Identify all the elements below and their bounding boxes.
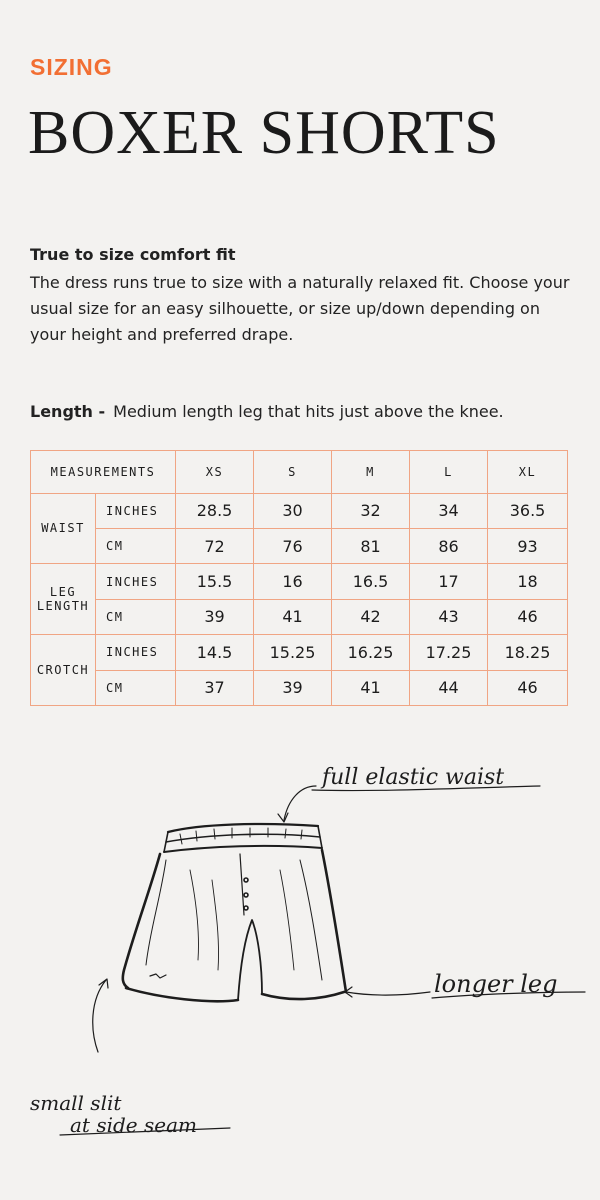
shorts-sketch <box>123 824 346 1001</box>
table-cell: 16.25 <box>332 635 410 670</box>
section-kicker: SIZING <box>30 54 113 80</box>
unit-label: INCHES <box>96 493 176 528</box>
table-cell: 16 <box>254 564 332 599</box>
table-cell: 36.5 <box>488 493 568 528</box>
table-cell: 76 <box>254 528 332 563</box>
table-header-row <box>31 451 568 494</box>
table-cell: 41 <box>254 599 332 634</box>
table-cell: 16.5 <box>332 564 410 599</box>
unit-label: CM <box>96 528 176 563</box>
table-cell: 14.5 <box>176 635 254 670</box>
size-header: XL <box>488 451 568 494</box>
fit-heading: True to size comfort fit <box>30 245 236 264</box>
table-cell: 17.25 <box>410 635 488 670</box>
size-header: S <box>254 451 332 494</box>
note-full-elastic-waist: full elastic waist <box>322 765 505 790</box>
size-header: M <box>332 451 410 494</box>
length-label: Length - <box>30 402 106 421</box>
note-side-seam: at side seam <box>70 1113 197 1137</box>
table-cell: 17 <box>410 564 488 599</box>
table-cell: 15.25 <box>254 635 332 670</box>
unit-label: CM <box>96 670 176 705</box>
table-cell: 18 <box>488 564 568 599</box>
page-title: BOXER SHORTS <box>28 99 500 167</box>
table-cell: 42 <box>332 599 410 634</box>
table-row <box>31 635 568 670</box>
row-group-waist: WAIST <box>31 493 96 564</box>
row-group-label-line: LENGTH <box>36 599 90 614</box>
table-cell: 30 <box>254 493 332 528</box>
table-row <box>31 564 568 599</box>
measurements-header: MEASUREMENTS <box>31 451 176 494</box>
table-cell: 43 <box>410 599 488 634</box>
row-group-leg-length <box>31 564 96 635</box>
boxer-shorts-illustration <box>0 730 600 1190</box>
table-cell: 46 <box>488 670 568 705</box>
table-cell: 72 <box>176 528 254 563</box>
unit-label: INCHES <box>96 635 176 670</box>
arrow-slit <box>93 980 106 1052</box>
table-cell: 18.25 <box>488 635 568 670</box>
table-cell: 44 <box>410 670 488 705</box>
unit-label: INCHES <box>96 564 176 599</box>
length-text: Medium length leg that hits just above the knee. <box>113 402 504 421</box>
note-small-slit: small slit <box>30 1091 122 1115</box>
table-cell: 15.5 <box>176 564 254 599</box>
table-row <box>31 528 568 563</box>
annotation-arrows <box>60 786 585 1135</box>
table-cell: 81 <box>332 528 410 563</box>
size-header: L <box>410 451 488 494</box>
length-note <box>30 402 504 421</box>
size-header: XS <box>176 451 254 494</box>
table-row <box>31 670 568 705</box>
table-cell: 37 <box>176 670 254 705</box>
arrowhead-waist <box>278 813 288 822</box>
arrow-waist <box>284 786 316 820</box>
table-cell: 39 <box>254 670 332 705</box>
table-cell: 93 <box>488 528 568 563</box>
table-cell: 34 <box>410 493 488 528</box>
table-row <box>31 599 568 634</box>
table-cell: 41 <box>332 670 410 705</box>
fit-description: The dress runs true to size with a naturally relaxed fit. Choose your usual size for an easy silhouette, or size up/down depending on your height and preferred drape. <box>30 273 570 344</box>
unit-label: CM <box>96 599 176 634</box>
row-group-crotch: CROTCH <box>31 635 96 706</box>
table-cell: 28.5 <box>176 493 254 528</box>
note-longer-leg: longer leg <box>434 970 558 998</box>
size-chart-table <box>30 450 568 706</box>
table-cell: 39 <box>176 599 254 634</box>
table-cell: 32 <box>332 493 410 528</box>
arrow-leg <box>346 992 430 995</box>
row-group-label-line: LEG <box>49 585 77 600</box>
table-row <box>31 493 568 528</box>
table-cell: 86 <box>410 528 488 563</box>
table-cell: 46 <box>488 599 568 634</box>
